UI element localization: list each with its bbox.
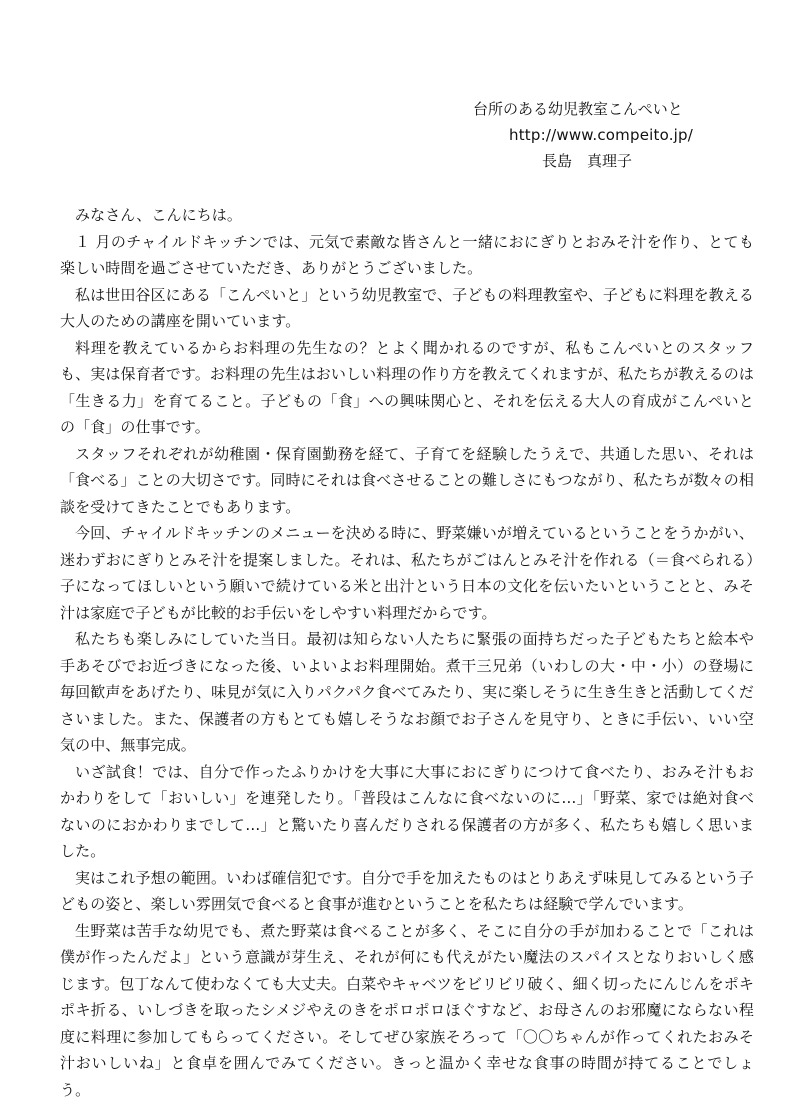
paragraph: １ 月のチャイルドキッチンでは、元気で素敵な皆さんと一緒におにぎりとおみそ汁を作り、とても楽しい時間を過ごさせていただき、ありがとうございました。 [60,232,754,277]
paragraph: 私たちも楽しみにしていた当日。最初は知らない人たちに緊張の面持ちだった子どもたちと絵本や手あそびでお近づきになった後、いよいよお料理開始。煮干三兄弟（いわしの大・中・小）の登場に毎回歓声をあげたり、味見が気に入りパクパク食べてみたり、実に楽しそうに生き生きと活動してくださいました。また、保護者の方もとても嬉しそうなお顔でお子さんを見守り、ときに手伝い、いい空気の中、無事完成。 [60,630,754,754]
paragraph: 私は世田谷区にある「こんぺいと」という幼児教室で、子どもの料理教室や、子どもに料理を教える大人のための講座を開いています。 [60,285,754,330]
paragraph: いざ試食！では、自分で作ったふりかけを大事に大事におにぎりにつけて食べたり、おみそ汁もおかわりをして「おいしい」を連発したり。「普段はこんなに食べないのに…」「野菜、家では絶対食べないのにおかわりまでして…」と驚いたり喜んだりされる保護者の方が多く、私たちも嬉しく思いました。 [60,762,754,860]
paragraph: 実はこれ予想の範囲。いわば確信犯です。自分で手を加えたものはとりあえず味見してみるという子どもの姿と、楽しい雰囲気で食べると食事が進むということを私たちは経験で学んでいます。 [60,868,754,913]
paragraph: 料理を教えているからお料理の先生なの？とよく聞かれるのですが、私もこんぺいとのスタッフも、実は保育者です。お料理の先生はおいしい料理の作り方を教えてくれますが、私たちが教えるのは「生きる力」を育てること。子どもの「食」への興味関心と、それを伝える大人の育成がこんぺいとの「食」の仕事です。 [60,338,754,436]
author-name: 長島 真理子 [542,152,633,170]
letter-body [60,202,754,1103]
organization-name: 台所のある幼児教室こんぺいと [473,100,683,118]
organization-url[interactable]: http://www.compeito.jp/ [509,126,694,144]
letter-header [430,96,730,174]
paragraph: スタッフそれぞれが幼稚園・保育園勤務を経て、子育てを経験したうえで、共通した思い、それは「食べる」ことの大切さです。同時にそれは食べさせることの難しさにもつながり、私たちが数々の相談を受けてきたことでもあります。 [60,444,754,516]
paragraph: 生野菜は苦手な幼児でも、煮た野菜は食べることが多く、そこに自分の手が加わることで「これは僕が作ったんだよ」という意識が芽生え、それが何にも代えがたい魔法のスパイスとなりおいしく感じます。包丁なんて使わなくても大丈夫。白菜やキャベツをビリビリ破く、細く切ったにんじんをポキポキ折る、いしづきを取ったシメジやえのきをポロポロほぐすなど、お母さんのお邪魔にならない程度に料理に参加してもらってください。そしてぜひ家族そろって「〇〇ちゃんが作ってくれたおみそ汁おいしいね」と食卓を囲んでみてください。きっと温かく幸せな食事の時間が持てることでしょう。 [60,921,754,1099]
paragraph: 今回、チャイルドキッチンのメニューを決める時に、野菜嫌いが増えているということをうかがい、迷わずおにぎりとみそ汁を提案しました。それは、私たちがごはんとみそ汁を作れる（＝食べられる）子になってほしいという願いで続けている米と出汁という日本の文化を伝いたいということと、みそ汁は家庭で子どもが比較的お手伝いをしやすい料理だからです。 [60,524,754,622]
paragraph-greeting: みなさん、こんにちは。 [75,206,243,224]
